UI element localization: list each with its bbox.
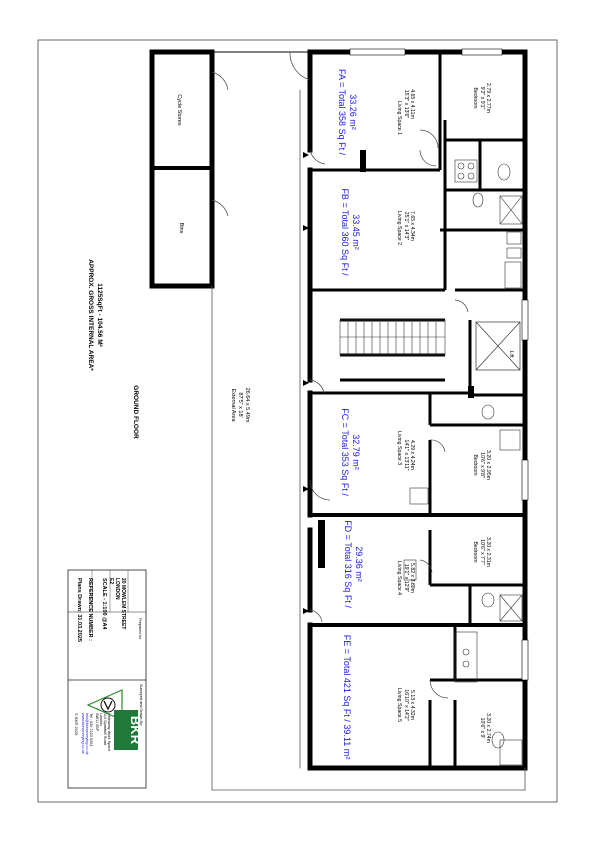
svg-text:26.64 x 5.49m: 26.64 x 5.49m — [244, 387, 250, 423]
svg-text:FB = Total 360 Sq Ft /: FB = Total 360 Sq Ft / — [340, 188, 350, 276]
svg-text:5.13 x 4.32m: 5.13 x 4.32m — [409, 690, 415, 720]
gross-area-value: 1125SqFt - 104.56 M² — [96, 283, 103, 347]
svg-text:29.36 m²: 29.36 m² — [354, 546, 364, 582]
svg-text:14'1" x 13'11": 14'1" x 13'11" — [403, 439, 409, 471]
company-caption: Surveyed and Drawn By: — [139, 684, 143, 726]
svg-text:25'1" x 14'3": 25'1" x 14'3" — [403, 211, 409, 241]
svg-text:FE = Total 421 Sq Ft / 39.11 m: FE = Total 421 Sq Ft / 39.11 m² — [342, 634, 352, 760]
bedroom-4-label — [472, 537, 491, 567]
svg-text:87'5" x 18': 87'5" x 18' — [237, 392, 243, 418]
svg-text:FC = Total 353 Sq Ft /: FC = Total 353 Sq Ft / — [340, 408, 350, 496]
cycle-stores-label: Cycle Stores — [176, 94, 182, 126]
svg-text:9'2" x 9'1": 9'2" x 9'1" — [479, 86, 485, 110]
svg-text:FD = Total 316 Sq Ft /: FD = Total 316 Sq Ft / — [343, 520, 353, 608]
gross-area-label: APPROX. GROSS INTERNAL AREA* — [87, 259, 94, 371]
living-space-2-label — [396, 211, 415, 245]
svg-text:Bedroom: Bedroom — [472, 541, 478, 563]
lift-shaft — [476, 322, 520, 370]
staircase — [340, 320, 445, 355]
svg-text:16'10" x 14'2": 16'10" x 14'2" — [403, 689, 409, 721]
flat-fe-area — [342, 635, 352, 759]
bins-label: Bins — [178, 222, 184, 234]
svg-text:Bedroom: Bedroom — [472, 454, 478, 476]
living-space-4-label — [396, 561, 415, 595]
flat-fc-area — [340, 408, 361, 496]
svg-text:10'6" x 9'8": 10'6" x 9'8" — [479, 452, 485, 478]
svg-text:7.65 x 4.34m: 7.65 x 4.34m — [409, 211, 415, 241]
prepared-for-label: Prepared for — [138, 618, 142, 640]
svg-text:15'3" x 13'6": 15'3" x 13'6" — [403, 89, 409, 119]
svg-text:FA = Total 358 Sq Ft /: FA = Total 358 Sq Ft / — [337, 68, 347, 156]
svg-text:3.20 x 2.74m: 3.20 x 2.74m — [485, 713, 491, 743]
svg-text:10'6" x 7'7": 10'6" x 7'7" — [479, 539, 485, 565]
flat-fd-area — [343, 520, 364, 608]
bedroom-5-label — [479, 713, 491, 743]
svg-text:Living Space 4: Living Space 4 — [396, 560, 402, 596]
fixtures — [404, 160, 522, 765]
plans-drawn-text: Plans Drawn: 31.03.2025 — [76, 578, 82, 642]
lift-label: Lift — [508, 350, 514, 358]
flat-area-labels — [337, 69, 364, 759]
svg-text:32.79 m²: 32.79 m² — [351, 434, 361, 470]
svg-text:3.20 x 2.95m: 3.20 x 2.95m — [485, 450, 491, 480]
company-address-1: Hideaway Work Space — [107, 713, 111, 752]
svg-text:External Area: External Area — [230, 388, 236, 422]
svg-text:4.65 x 4.11m: 4.65 x 4.11m — [409, 89, 415, 119]
svg-text:Living Space 3: Living Space 3 — [396, 430, 402, 466]
floor-title: GROUND FLOOR — [132, 385, 139, 439]
bedroom-1-label — [472, 83, 491, 113]
svg-text:5.82 x 3.89m: 5.82 x 3.89m — [409, 563, 415, 593]
flat-fb-area — [340, 188, 361, 276]
address-line-3: E2 — [108, 578, 114, 585]
living-space-5-label — [396, 688, 415, 722]
svg-text:3.20 x 2.31m: 3.20 x 2.31m — [485, 537, 491, 567]
svg-text:19'1" x 12'9": 19'1" x 12'9" — [403, 563, 409, 593]
address-line-2: LONDON — [114, 578, 120, 600]
company-address-2: 114 Sprinthill Road — [103, 713, 107, 745]
svg-text:33.45 m²: 33.45 m² — [351, 214, 361, 250]
reference-text: REFERENCE NUMBER : — [87, 578, 93, 641]
living-space-1-label — [396, 89, 415, 135]
svg-text:2.79 x 2.77m: 2.79 x 2.77m — [485, 83, 491, 113]
svg-text:Living Space 1: Living Space 1 — [396, 100, 402, 136]
company-tel: Tel : 020 7223 9203 — [89, 713, 93, 747]
svg-text:Bedroom: Bedroom — [472, 87, 478, 109]
address-line-1: 20 MOWLEM STREET — [120, 578, 126, 630]
bkr-logo: BKR — [128, 715, 143, 745]
bedroom-3-label — [472, 450, 491, 480]
company-address-3: London — [99, 713, 103, 726]
living-space-3-label — [396, 431, 415, 471]
svg-text:Living Space 2: Living Space 2 — [396, 210, 402, 246]
scale-text: SCALE - 1:100 @A4 — [101, 578, 107, 630]
company-web: www.bkrsurveying.co.uk — [81, 713, 85, 754]
area-block — [87, 259, 103, 371]
title-block — [68, 570, 146, 788]
svg-text:4.29 x 4.24m: 4.29 x 4.24m — [409, 440, 415, 470]
external-area-label — [230, 388, 250, 423]
flat-fa-area — [337, 69, 358, 156]
svg-text:10'6" x 9': 10'6" x 9' — [479, 717, 485, 739]
copyright-text: © BKR 2025 — [74, 713, 79, 736]
svg-text:Living Space 5: Living Space 5 — [396, 687, 402, 723]
company-address-4: SW11 5BP — [95, 713, 99, 732]
company-email: info@bkrsurveying.co.uk — [85, 713, 89, 755]
svg-text:33.26 m²: 33.26 m² — [348, 94, 358, 130]
